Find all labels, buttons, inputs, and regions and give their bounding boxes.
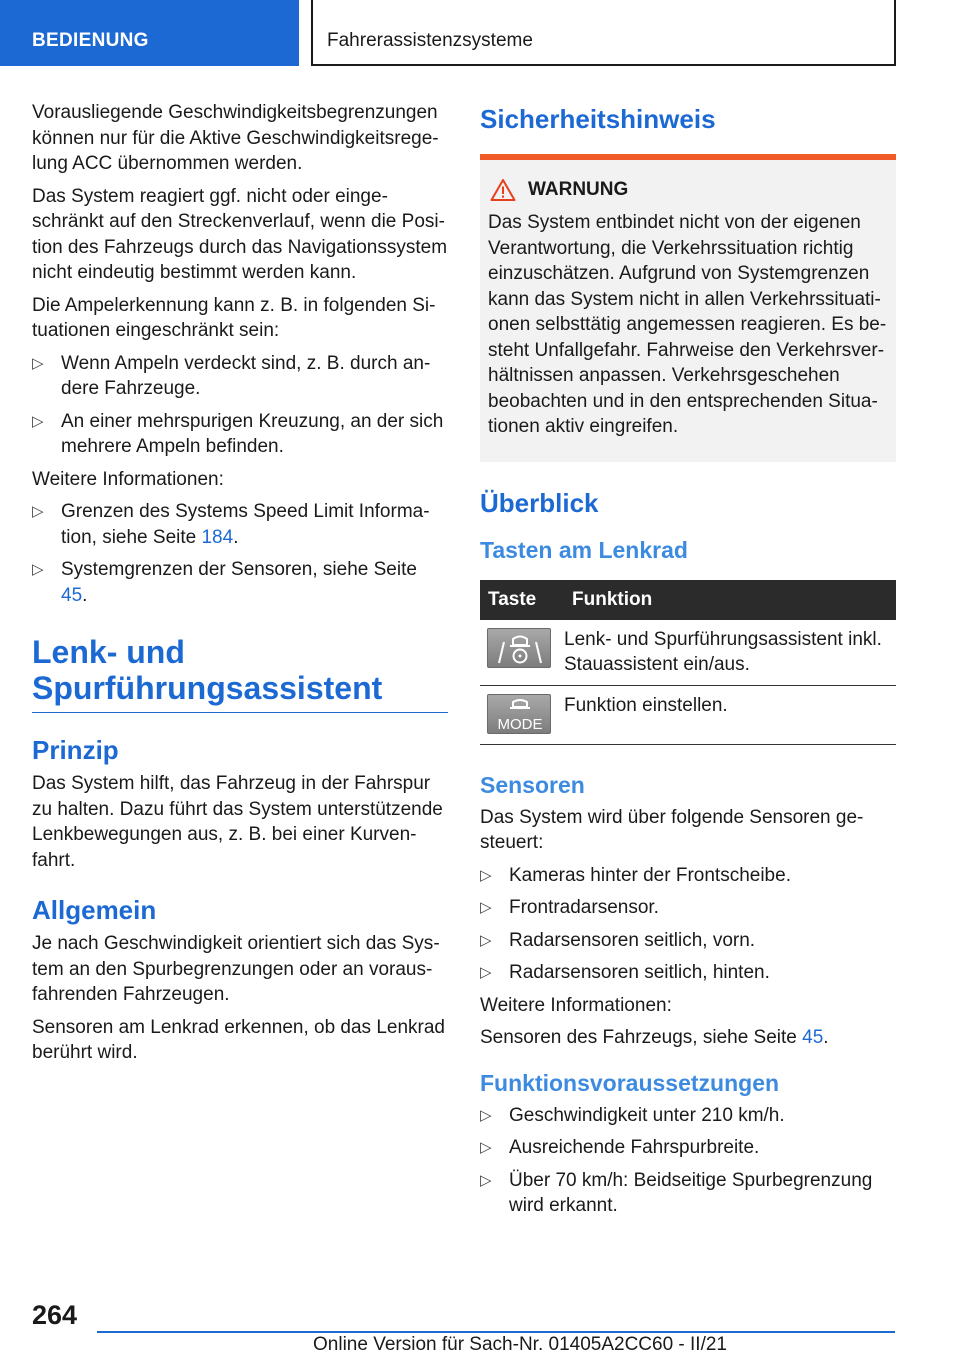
list-item: ▷ Über 70 km/h: Beidseitige Spurbegrenzung wird erkannt. [480,1168,896,1219]
list-item: ▷ An einer mehrspurigen Kreuzung, an der sich mehrere Ampeln befinden. [32,409,448,460]
footer-divider [97,1331,895,1333]
table-header-row [480,580,896,620]
mode-icon-label: MODE [497,715,543,733]
more-info-label: Weitere Informationen: [480,994,672,1016]
warning-triangle-icon [490,178,516,202]
list-item: ▷ Radarsensoren seitlich, hinten. [480,960,896,986]
subsection-title-prinzip: Prinzip [32,735,119,765]
keys-title: Tasten am Lenkrad [480,536,688,563]
list-item: ▷ Grenzen des Systems Speed Limit Information, siehe Seite 184. [32,499,448,550]
warning-header [488,178,888,202]
key-cell [480,685,564,744]
mode-icon [488,695,552,735]
paragraph: Das System reagiert ggf. nicht oder eingeschränkt auf den Streckenverlauf, wenn die Position des Fahrzeugs durch das Navigationssystem nicht eindeutig bestimmt werden kann. [32,185,448,283]
more-info-label: Weitere Informationen: [32,468,224,490]
footer-version: Online Version für Sach-Nr. 01405A2CC60 - II/21 [313,1334,728,1355]
paragraph: Die Ampelerkennung kann z. B. in folgenden Situationen eingeschränkt sein: [32,294,436,341]
sensors-title: Sensoren [480,771,585,798]
list-item: ▷ Ausreichende Fahrspurbreite. [480,1135,896,1161]
page-link-184[interactable]: 184 [201,526,234,548]
chapter-title: Fahrerassistenzsysteme [311,0,896,66]
page-link-45[interactable]: 45 [61,584,83,606]
warning-text: Das System entbindet nicht von der eigenen Verantwortung, die Verkehrssituation richtig einzuschätzen. Aufgrund von Systemgrenzen kann das System nicht in allen Verkehrssituationen selbsttätig angemessen reagieren. Es besteht Unfallgefahr. Fahrweise den Verkehrsverhältnissen anpassen. Verkehrsgeschehen beobachten und in den entsprechenden Situationen aktiv eingreifen. [488,212,887,437]
right-column [480,100,896,1226]
requirements-title: Funktionsvoraussetzungen [480,1069,780,1096]
key-cell [480,620,564,686]
table-row [480,685,896,744]
keys-table [480,580,896,745]
traffic-light-limits-list [32,351,448,460]
overview-title: Überblick [480,487,599,518]
paragraph: Vorausliegende Geschwindigkeitsbegrenzungen können nur für die Aktive Geschwindigkeitsregelung ACC übernommen werden. [32,102,439,174]
paragraph: Je nach Geschwindigkeit orientiert sich das System an den Spurbegrenzungen oder an vorausfahrenden Fahrzeugen. [32,933,440,1005]
paragraph: Das System wird über folgende Sensoren gesteuert: [480,806,864,853]
list-item: ▷ Geschwindigkeit unter 210 km/h. [480,1103,896,1129]
list-item: ▷ Frontradarsensor. [480,895,896,921]
lane-assist-button[interactable] [487,628,551,668]
requirements-list [480,1103,896,1219]
left-column [32,100,448,1073]
mode-button[interactable] [487,694,551,734]
list-item: ▷ Systemgrenzen der Sensoren, siehe Seite 45. [32,557,448,608]
section-title: Lenk- und Spurführungsassistent [32,634,448,713]
safety-title: Sicherheitshinweis [480,104,716,134]
subsection-title-allgemein: Allgemein [32,895,157,925]
list-item: ▷ Wenn Ampeln verdeckt sind, z. B. durch andere Fahrzeuge. [32,351,448,402]
sensors-list [480,863,896,986]
column-header-key: Taste [480,580,564,620]
function-cell: Lenk- und Spurführungsassistent inkl. Stauassistent ein/aus. [564,620,896,686]
section-tab[interactable]: BEDIENUNG [0,0,299,66]
warning-box [480,160,896,462]
function-cell: Funktion einstellen. [564,685,896,744]
page-number: 264 [32,1300,78,1330]
page-header [0,0,960,66]
paragraph: Sensoren am Lenkrad erkennen, ob das Lenkrad berührt wird. [32,1016,445,1063]
sensors-reference: Sensoren des Fahrzeugs, siehe Seite 45. [480,1027,829,1048]
column-header-function: Funktion [564,580,896,620]
warning-label: WARNUNG [528,179,629,200]
list-item: ▷ Kameras hinter der Frontscheibe. [480,863,896,889]
more-info-list [32,499,448,608]
table-row [480,620,896,686]
list-item: ▷ Radarsensoren seitlich, vorn. [480,928,896,954]
paragraph: Das System hilft, das Fahrzeug in der Fahrspur zu halten. Dazu führt das System unterstützende Lenkbewegungen aus, z. B. bei einer Kurvenfahrt. [32,773,443,871]
lane-assist-icon [488,629,552,669]
page-link-45[interactable]: 45 [802,1027,824,1048]
